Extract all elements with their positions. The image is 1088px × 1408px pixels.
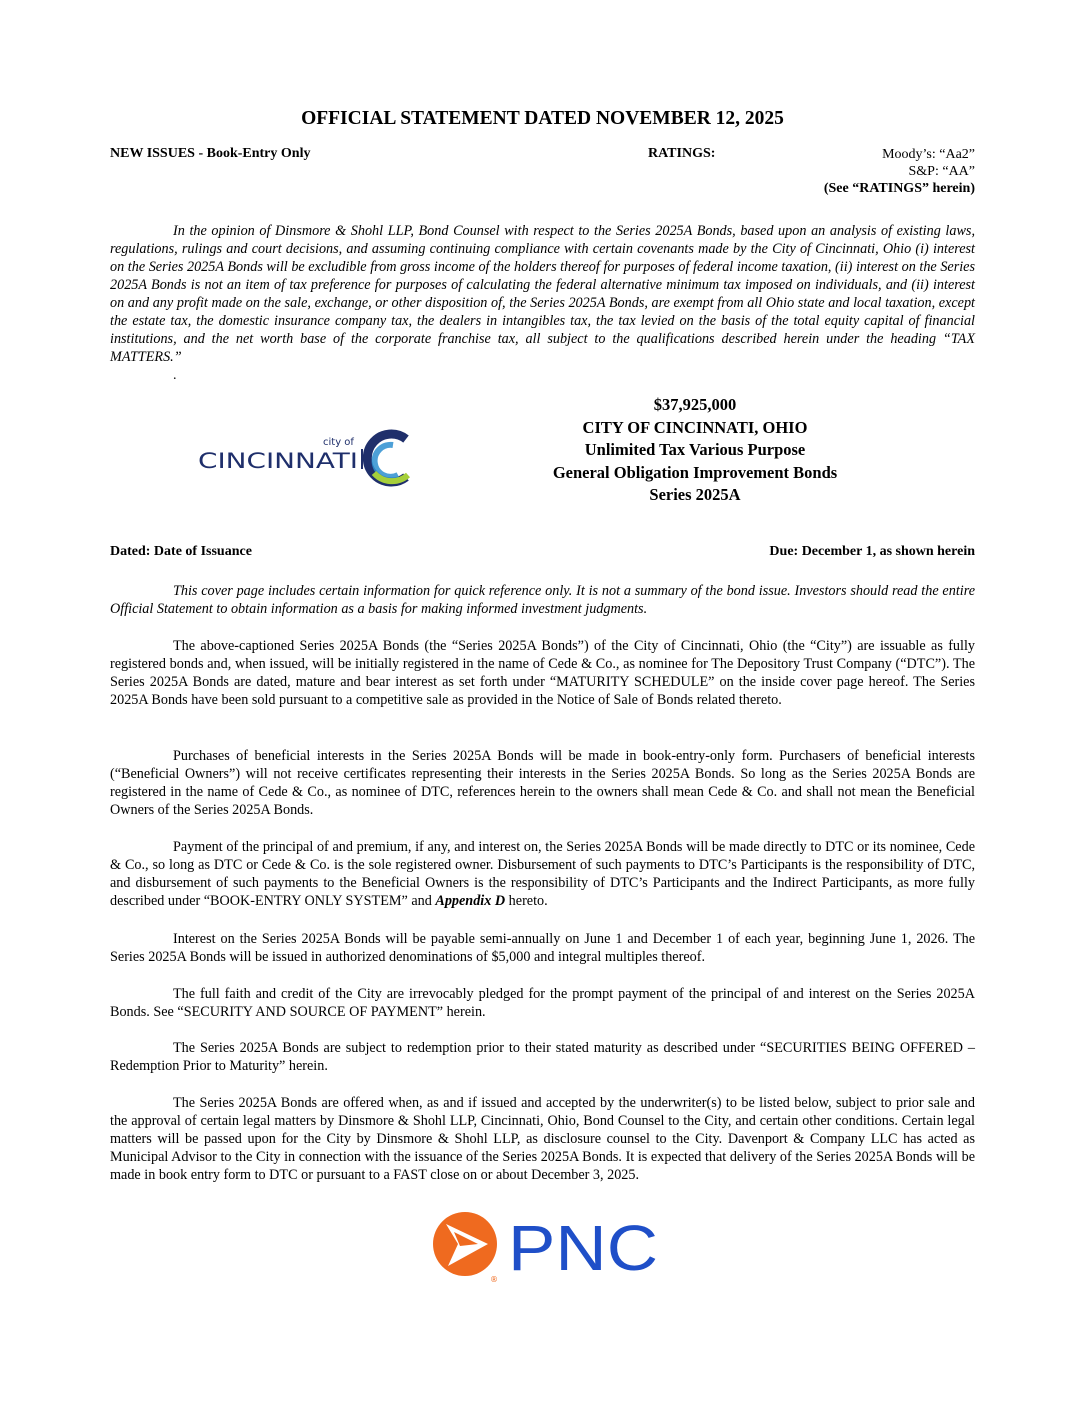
- paragraph-registration: The above-captioned Series 2025A Bonds (the “Series 2025A Bonds”) of the City of Cincinnati, Ohio (the “City”) are issuable as fully registered bonds and, when issued, will be initially registered in the name of Cede & Co., as nominee for The Depository Trust Company (“DTC”). The Series 2025A Bonds are dated, mature and bear interest as set forth under “MATURITY SCHEDULE” on the inside cover page hereof. The Series 2025A Bonds have been sold pursuant to a competitive sale as provided in the Notice of Sale of Bonds related thereto.: [110, 638, 975, 708]
- logo-divider: [361, 449, 363, 469]
- cover-page-note: This cover page includes certain information for quick reference only. It is not a summary of the bond issue. Investors should read the entire Official Statement to obtain information as a basis for making informed investment judgments.: [110, 583, 975, 617]
- pnc-triangle-mark-icon: [433, 1212, 497, 1276]
- stray-mark: .: [173, 368, 177, 383]
- paragraph-redemption: The Series 2025A Bonds are subject to redemption prior to their stated maturity as described under “SECURITIES BEING OFFERED – Redemption Prior to Maturity” herein.: [110, 1040, 975, 1074]
- appendix-d-reference: Appendix D: [435, 893, 506, 909]
- bond-description-line1: Unlimited Tax Various Purpose: [584, 440, 806, 459]
- ratings-block: [824, 146, 975, 197]
- pnc-registered-mark: ®: [490, 1275, 498, 1284]
- logo-c-mark-icon: [367, 434, 408, 482]
- bond-description-line2: General Obligation Improvement Bonds: [552, 462, 838, 482]
- rating-moodys: Moody’s: “Aa2”: [882, 147, 975, 162]
- paragraph-book-entry: Purchases of beneficial interests in the Series 2025A Bonds will be made in book-entry-only form. Purchasers of beneficial interests (“Beneficial Owners”) will not receive certificates representing their interests in the Series 2025A Bonds. So long as the Series 2025A Bonds are registered in the name of Cede & Co., as nominee of DTC, references herein to the owners shall mean Cede & Co. and shall not mean the Beneficial Owners of the Series 2025A Bonds.: [110, 748, 975, 818]
- payment-text-end: hereto.: [505, 893, 548, 909]
- pnc-logo-text: PNC: [508, 1212, 658, 1284]
- pnc-logo: [430, 1212, 660, 1287]
- bond-heading: [490, 394, 900, 507]
- city-of-cincinnati-logo: [198, 425, 413, 490]
- paragraph-offering: The Series 2025A Bonds are offered when, as and if issued and accepted by the underwriter(s) to be listed below, subject to prior sale and the approval of certain legal matters by Dinsmore & Shohl LLP, Cincinnati, Ohio, Bond Counsel to the City, and certain other conditions. Certain legal matters will be passed upon for the City by Dinsmore & Shohl LLP, as disclosure counsel to the City. Davenport & Company LLC has acted as Municipal Advisor to the City in connection with the issuance of the Series 2025A Bonds. It is expected that delivery of the Series 2025A Bonds will be made in book entry form to DTC or pursuant to a FAST close on or about December 3, 2025.: [110, 1095, 975, 1183]
- document-title: OFFICIAL STATEMENT DATED NOVEMBER 12, 2025: [301, 108, 784, 129]
- paragraph-interest: Interest on the Series 2025A Bonds will be payable semi-annually on June 1 and December 1 of each year, beginning June 1, 2026. The Series 2025A Bonds will be issued in authorized denominations of $5,000 and integral multiples thereof.: [110, 931, 975, 965]
- rating-sp: S&P: “AA”: [908, 164, 975, 179]
- ratings-label: RATINGS:: [648, 146, 716, 161]
- bond-amount: $37,925,000: [653, 395, 737, 414]
- logo-cincinnati-text: CINCINNATI: [198, 449, 358, 473]
- payment-text: Payment of the principal of and premium, if any, and interest on, the Series 2025A Bonds will be made directly to DTC or its nominee, Cede & Co., so long as DTC or Cede & Co. is the sole registered owner. Disbursement of such payments to DTC’s Participants is the responsibility of DTC, and disbursement of such payments to the Beneficial Owners is the responsibility of DTC’s Participants and the Indirect Participants, as more fully described under “BOOK-ENTRY ONLY SYSTEM” and: [110, 839, 975, 909]
- issue-type: NEW ISSUES - Book-Entry Only: [110, 146, 311, 161]
- paragraph-security: The full faith and credit of the City are irrevocably pledged for the prompt payment of the principal of and interest on the Series 2025A Bonds. See “SECURITY AND SOURCE OF PAYMENT” herein.: [110, 986, 975, 1020]
- paragraph-payment: [110, 838, 975, 910]
- bond-issuer: CITY OF CINCINNATI, OHIO: [582, 417, 808, 437]
- bond-series: Series 2025A: [649, 485, 741, 504]
- ratings-note: (See “RATINGS” herein): [823, 181, 975, 196]
- logo-city-of-text: city of: [323, 437, 354, 448]
- due-date: Due: December 1, as shown herein: [769, 544, 975, 559]
- dated-date: Dated: Date of Issuance: [110, 544, 252, 559]
- bond-counsel-opinion: In the opinion of Dinsmore & Shohl LLP, Bond Counsel with respect to the Series 2025A Bonds, based upon an analysis of existing laws, regulations, rulings and court decisions, and assuming continuing compliance with certain covenants made by the City of Cincinnati, Ohio (i) interest on the Series 2025A Bonds will be excludible from gross income of the holders thereof for purposes of federal income taxation, (ii) interest on the Series 2025A Bonds is not an item of tax preference for purposes of calculating the federal alternative minimum tax imposed on individuals, and (ii) interest on and any profit made on the sale, exchange, or other disposition of, the Series 2025A Bonds, are exempt from all Ohio state and local taxation, except the estate tax, the domestic insurance company tax, the dealers in intangibles tax, the tax levied on the basis of the total equity capital of financial institutions, and the net worth base of the corporate franchise tax, all subject to the qualifications described herein under the heading “TAX MATTERS.”: [110, 223, 975, 365]
